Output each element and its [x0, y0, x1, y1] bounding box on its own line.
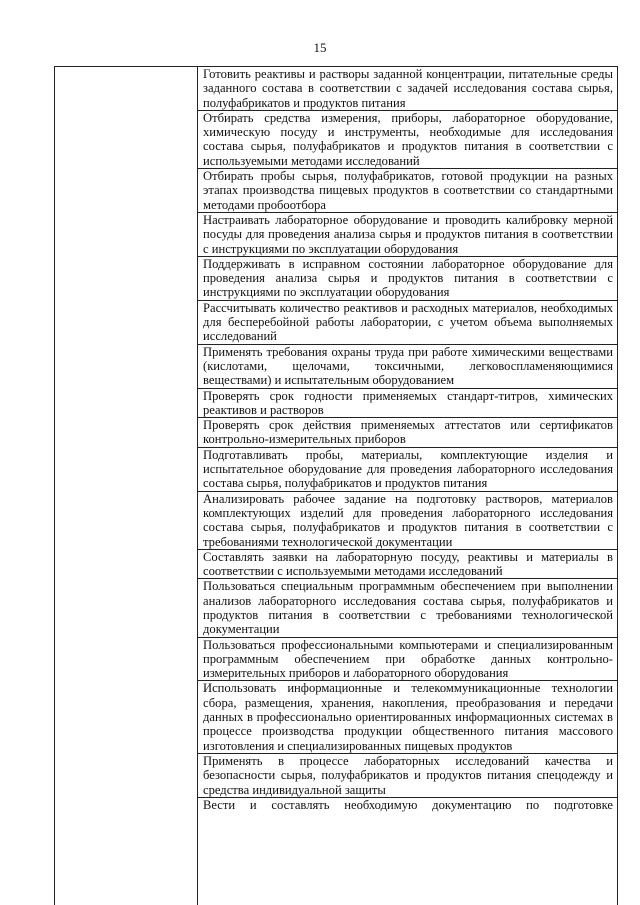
table-row: Готовить реактивы и растворы заданной концентрации, питательные среды заданного состава в соответствии с задачей исследования состава сырья, полуфабрикатов и продуктов питания — [198, 67, 617, 111]
table-row: Составлять заявки на лабораторную посуду, реактивы и материалы в соответствии с используемыми методами исследований — [198, 550, 617, 580]
table-right-column — [198, 67, 617, 905]
table-row: Подготавливать пробы, материалы, комплектующие изделия и испытательное оборудование для проведения лабораторного исследования состава сырья, полуфабрикатов и продуктов питания — [198, 448, 617, 492]
table-row: Анализировать рабочее задание на подготовку растворов, материалов комплектующих изделий для проведения лабораторного исследования состава сырья, полуфабрикатов и продуктов питания в соответствии с требованиями технологической документации — [198, 492, 617, 550]
table-left-column — [55, 67, 198, 905]
skills-table — [54, 66, 618, 905]
page-number: 15 — [313, 40, 327, 55]
table-row: Применять требования охраны труда при работе химическими веществами (кислотами, щелочами, токсичными, легковоспламеняющимися веществами) и испытательным оборудованием — [198, 345, 617, 389]
table-row: Пользоваться профессиональными компьютерами и специализированным программным обеспечением при обработке данных контрольно-измерительных приборов и лабораторного оборудования — [198, 638, 617, 682]
table-row: Отбирать пробы сырья, полуфабрикатов, готовой продукции на разных этапах производства пищевых продуктов в соответствии со стандартными методами пробоотбора — [198, 169, 617, 213]
table-row: Пользоваться специальным программным обеспечением при выполнении анализов лабораторного исследования состава сырья, полуфабрикатов и продуктов питания в соответствии с требованиями технологической документации — [198, 579, 617, 637]
table-row: Настраивать лабораторное оборудование и проводить калибровку мерной посуды для проведения анализа сырья и продуктов питания в соответствии с инструкциями по эксплуатации оборудования — [198, 213, 617, 257]
table-row: Рассчитывать количество реактивов и расходных материалов, необходимых для бесперебойной работы лаборатории, с учетом объема выполняемых исследований — [198, 301, 617, 345]
table-row: Поддерживать в исправном состоянии лабораторное оборудование для проведения анализа сырья и продуктов питания в соответствии с инструкциями по эксплуатации оборудования — [198, 257, 617, 301]
table-row: Использовать информационные и телекоммуникационные технологии сбора, размещения, хранения, накопления, преобразования и передачи данных в профессионально ориентированных информационных системах в процессе производства продукции общественного питания массового изготовления и специализированных пищевых продуктов — [198, 681, 617, 753]
table-row: Отбирать средства измерения, приборы, лабораторное оборудование, химическую посуду и инструменты, необходимые для исследования состава сырья, полуфабрикатов и продуктов питания в соответствии с используемыми методами исследований — [198, 111, 617, 169]
table-row: Применять в процессе лабораторных исследований качества и безопасности сырья, полуфабрикатов и продуктов питания спецодежду и средства индивидуальной защиты — [198, 754, 617, 798]
table-row: Вести и составлять необходимую документацию по подготовке — [203, 797, 613, 812]
table-row: Проверять срок годности применяемых стандарт-титров, химических реактивов и растворов — [198, 389, 617, 419]
table-row: Проверять срок действия применяемых аттестатов или сертификатов контрольно-измерительных приборов — [198, 418, 617, 448]
